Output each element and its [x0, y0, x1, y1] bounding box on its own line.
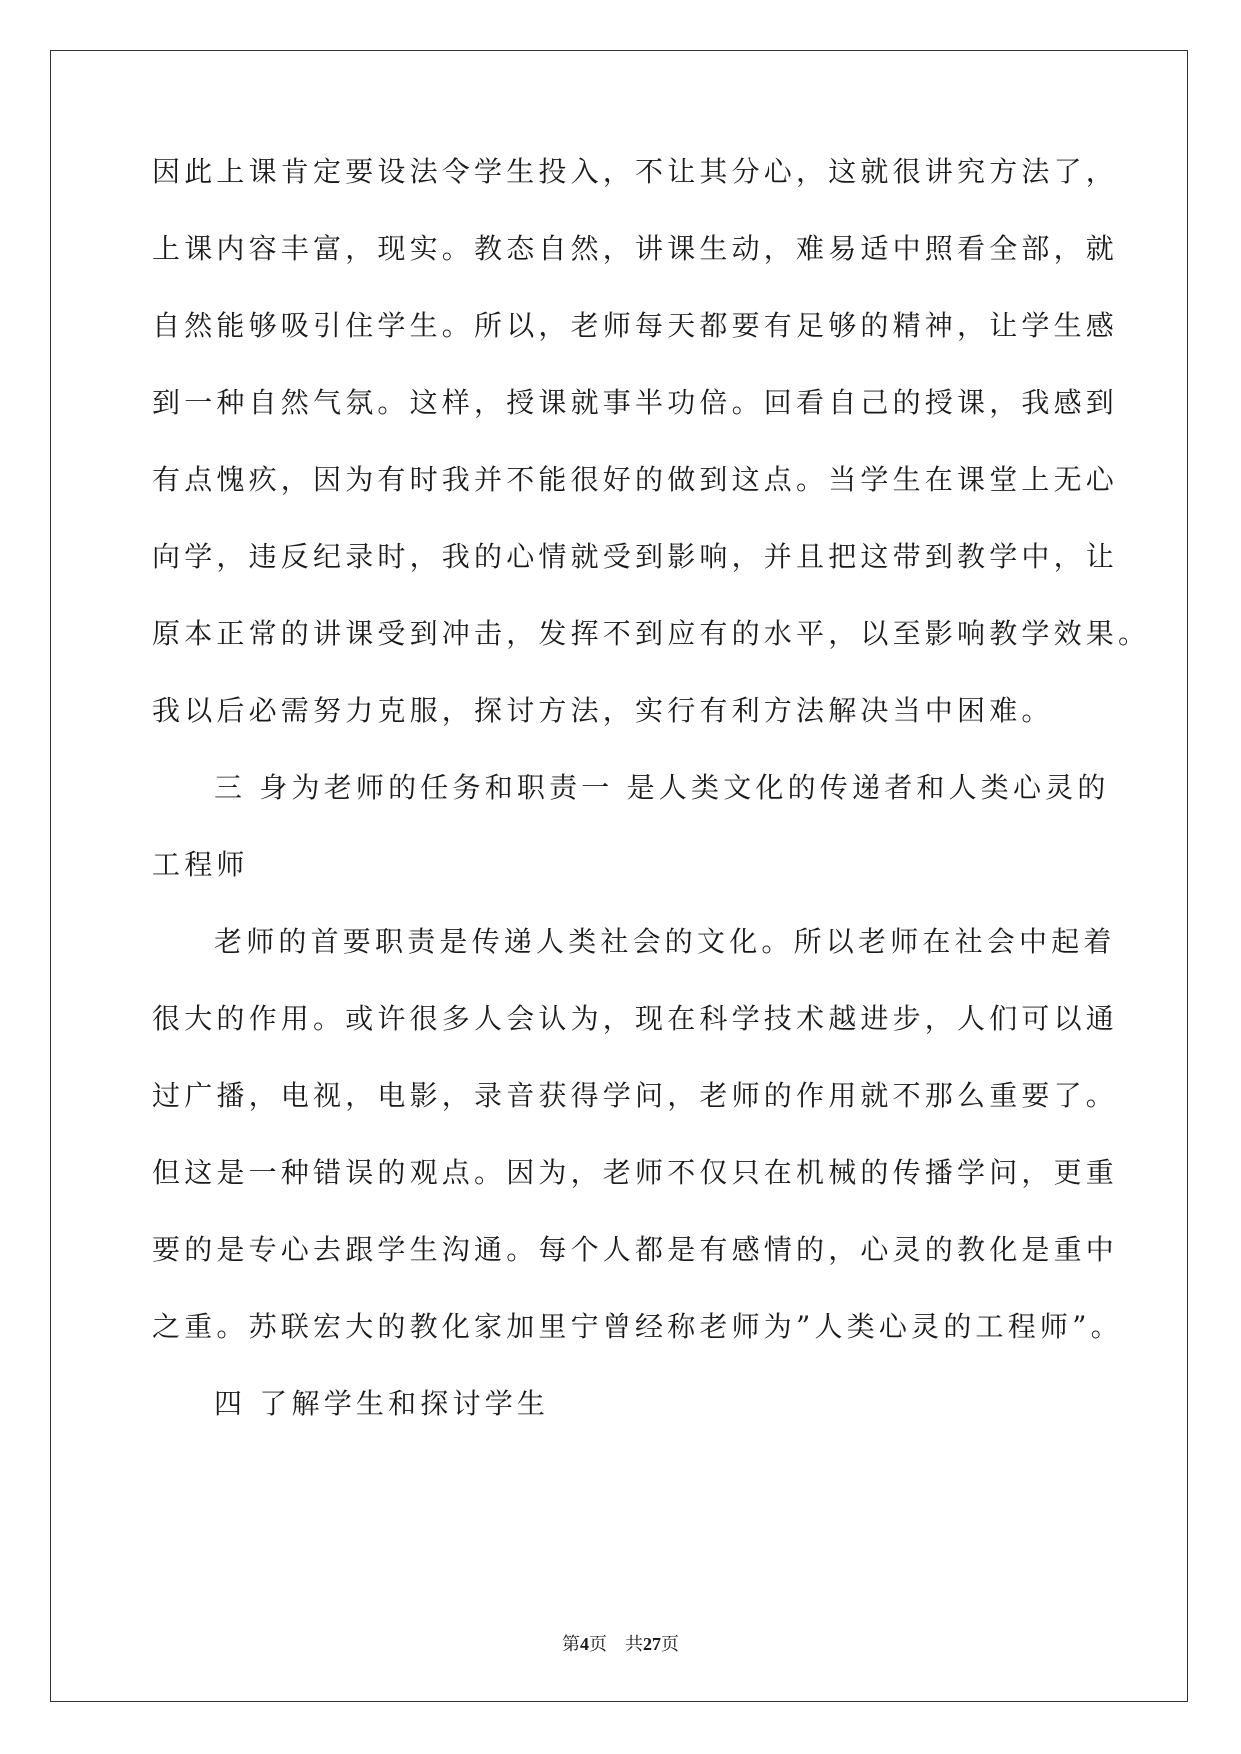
footer-total-prefix: 共 [625, 1634, 643, 1654]
text-line: 过广播，电视，电影，录音获得学问，老师的作用就不那么重要了。 [152, 1079, 1119, 1112]
text-line: 上课内容丰富，现实。教态自然，讲课生动，难易适中照看全部，就 [152, 232, 1119, 265]
text-line: 老师的首要职责是传递人类社会的文化。所以老师在社会中起着 [214, 925, 1116, 958]
footer-prefix: 第 [562, 1634, 580, 1654]
text-line: 工程师 [152, 848, 249, 881]
footer-total-suffix: 页 [661, 1634, 679, 1654]
text-line: 要的是专心去跟学生沟通。每个人都是有感情的，心灵的教化是重中 [152, 1233, 1119, 1266]
text-line: 之重。苏联宏大的教化家加里宁曾经称老师为”人类心灵的工程师”。 [152, 1310, 1123, 1343]
text-line: 原本正常的讲课受到冲击，发挥不到应有的水平，以至影响教学效果。 [152, 617, 1151, 650]
current-page-number: 4 [580, 1634, 589, 1654]
text-line: 自然能够吸引住学生。所以，老师每天都要有足够的精神，让学生感 [152, 309, 1119, 342]
text-line: 因此上课肯定要设法令学生投入，不让其分心，这就很讲究方法了， [152, 155, 1119, 188]
text-line: 向学，违反纪录时，我的心情就受到影响，并且把这带到教学中，让 [152, 540, 1119, 573]
section-heading: 四 了解学生和探讨学生 [214, 1387, 550, 1420]
footer-page-suffix: 页 [589, 1634, 607, 1654]
text-line: 有点愧疚，因为有时我并不能很好的做到这点。当学生在课堂上无心 [152, 463, 1119, 496]
text-line: 到一种自然气氛。这样，授课就事半功倍。回看自己的授课，我感到 [152, 386, 1119, 419]
section-heading: 三 身为老师的任务和职责一 是人类文化的传递者和人类心灵的 [214, 771, 1110, 804]
text-line: 但这是一种错误的观点。因为，老师不仅只在机械的传播学问，更重 [152, 1156, 1119, 1189]
page-footer [0, 1632, 1241, 1656]
text-line: 我以后必需努力克服，探讨方法，实行有利方法解决当中困难。 [152, 694, 1054, 727]
total-pages-number: 27 [643, 1634, 661, 1654]
text-line: 很大的作用。或许很多人会认为，现在科学技术越进步，人们可以通 [152, 1002, 1119, 1035]
